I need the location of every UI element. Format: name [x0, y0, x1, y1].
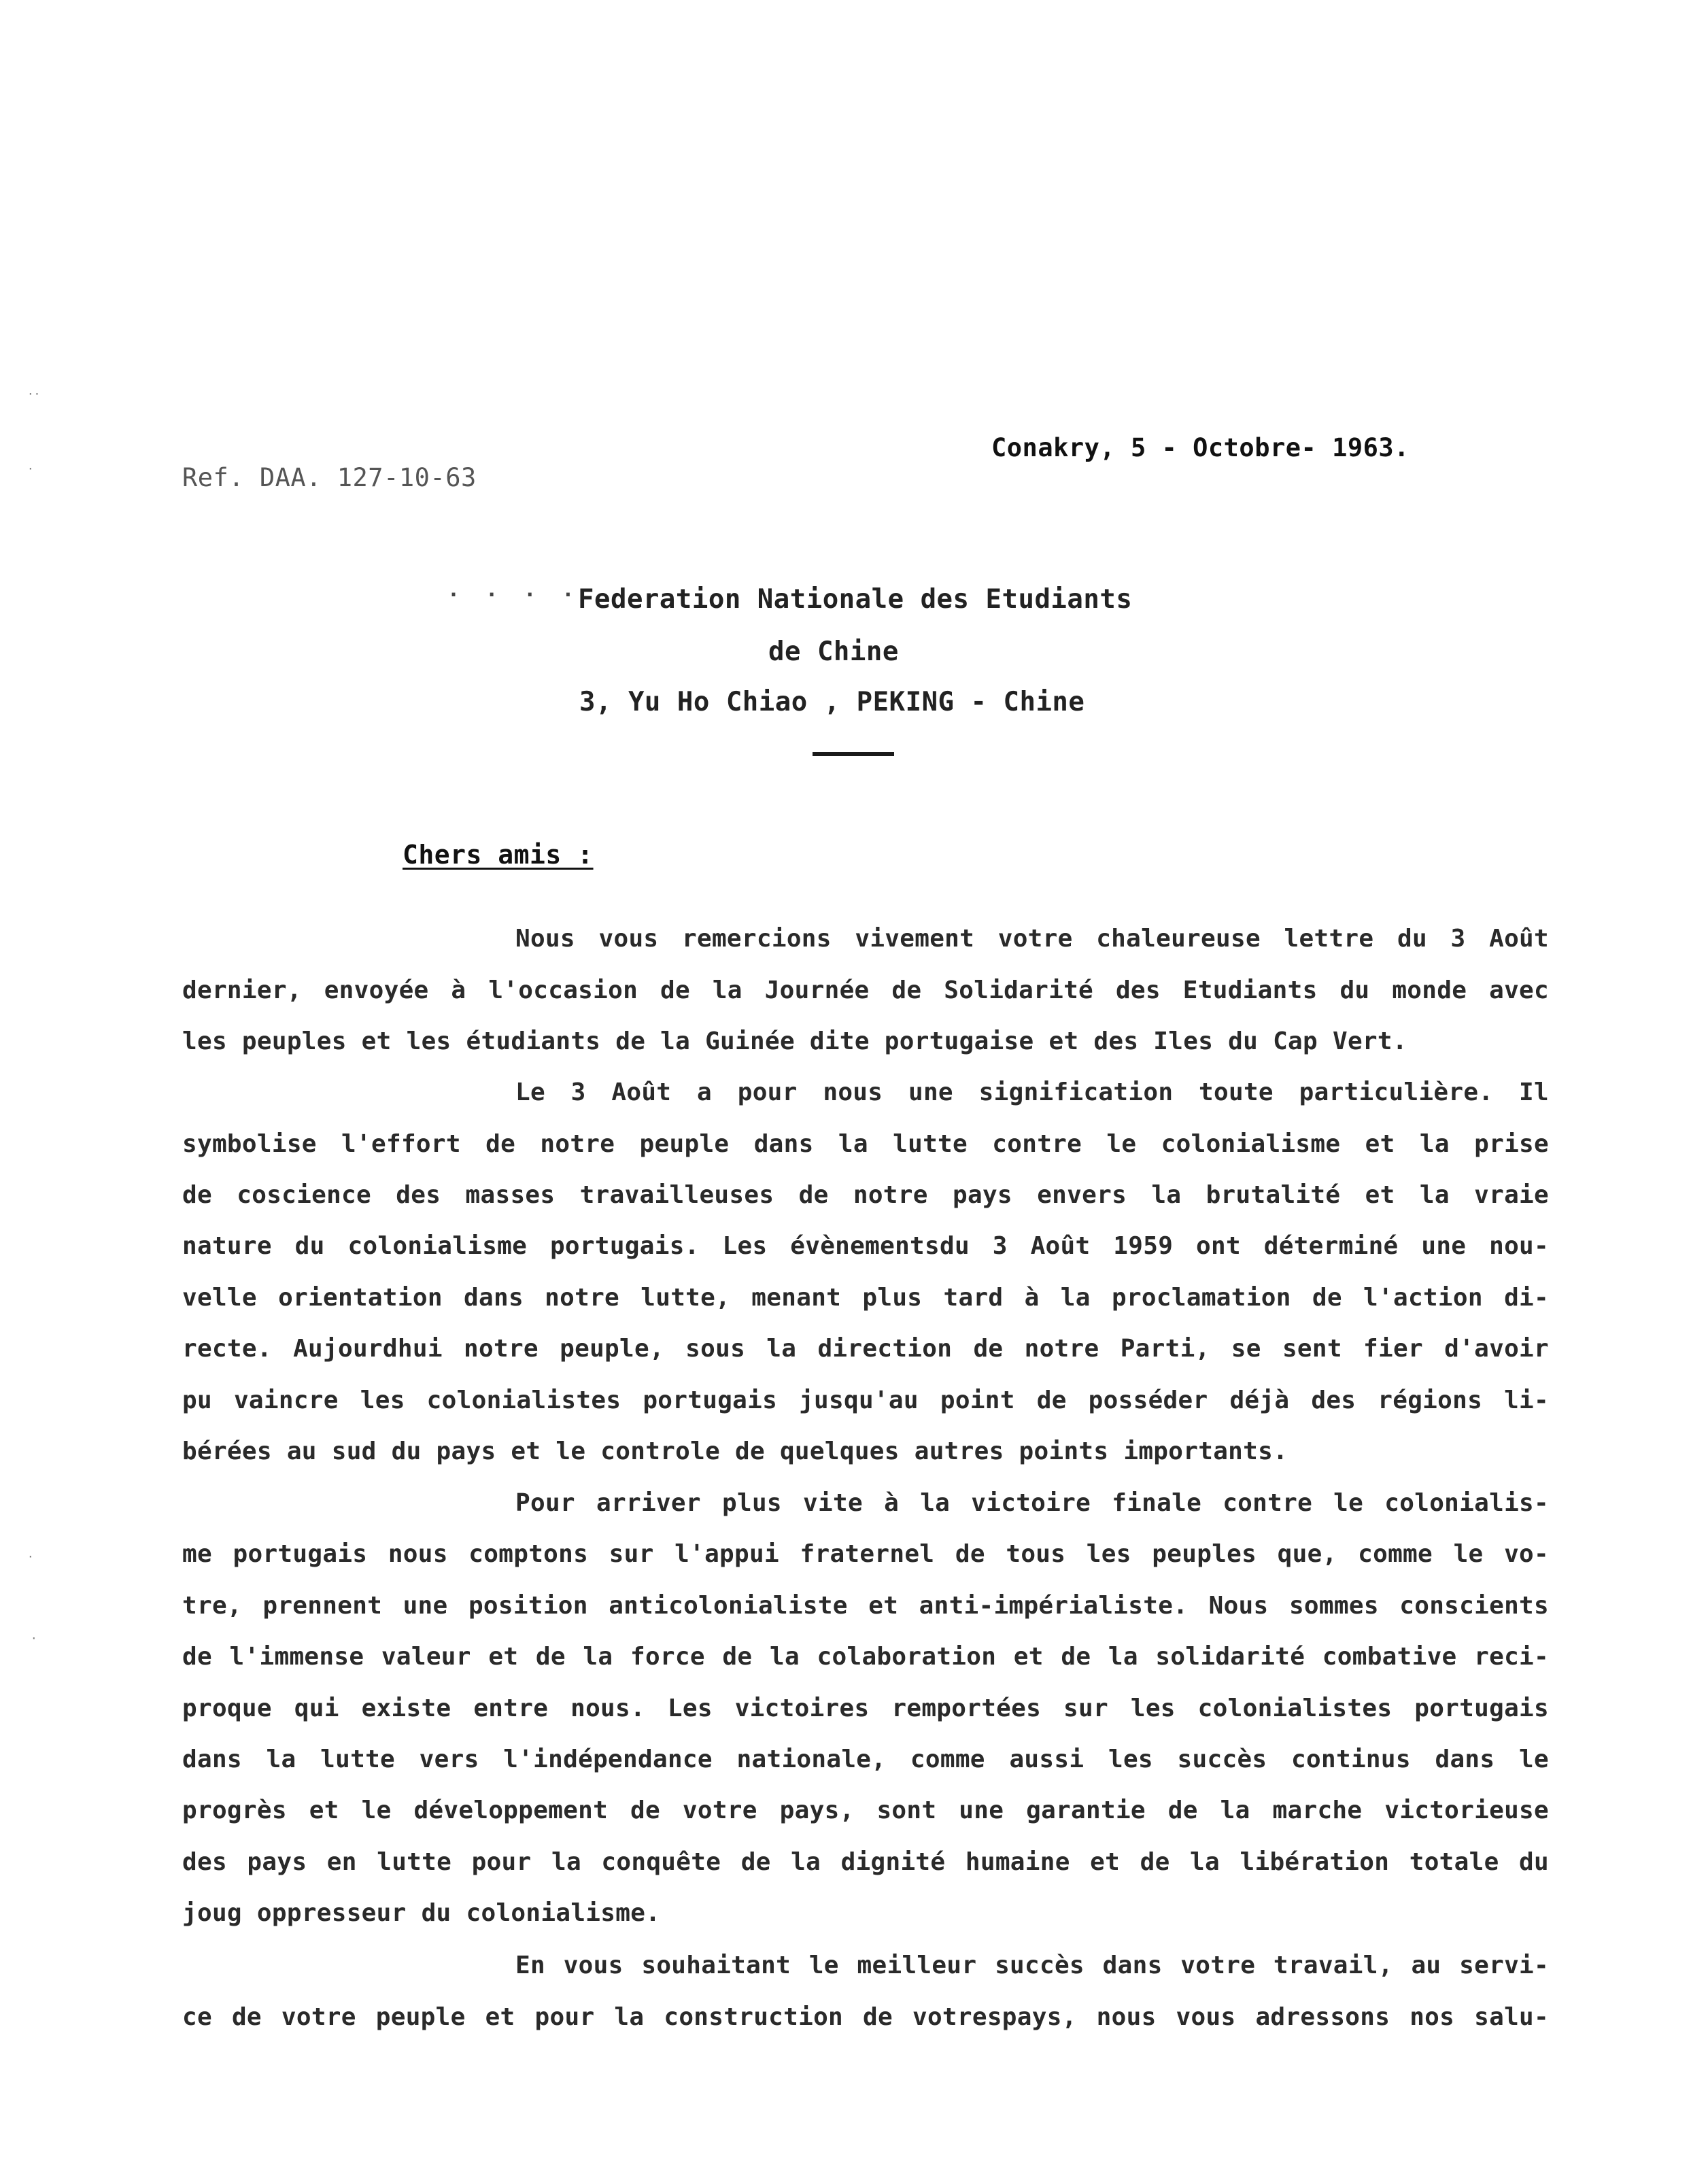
body-line: Le 3 Août a pour nous une signification toute particulière. Il [515, 1078, 1549, 1106]
body-line: tre, prennent une position anticolonialiste et anti-impérialiste. Nous sommes conscients [182, 1592, 1549, 1620]
body-line: progrès et le développement de votre pays, sont une garantie de la marche victorieuse [182, 1796, 1549, 1824]
body-line: velle orientation dans notre lutte, menant plus tard à la proclamation de l'action di- [182, 1284, 1549, 1312]
body-line: En vous souhaitant le meilleur succès dans votre travail, au servi- [515, 1951, 1549, 1979]
body-line: dans la lutte vers l'indépendance nationale, comme aussi les succès continus dans le [182, 1745, 1549, 1773]
body-line: pu vaincre les colonialistes portugais jusqu'au point de posséder déjà des régions li- [182, 1386, 1549, 1414]
body-line: proque qui existe entre nous. Les victoires remportées sur les colonialistes portugais [182, 1694, 1549, 1722]
scan-mark: ·· [27, 388, 41, 400]
decorative-dots: · · · · [447, 583, 581, 607]
body-line: ce de votre peuple et pour la construction de votrespays, nous vous adressons nos salu- [182, 2003, 1549, 2031]
letter-date: Conakry, 5 - Octobre- 1963. [991, 433, 1410, 462]
body-line: nature du colonialisme portugais. Les évènementsdu 3 Août 1959 ont déterminé une nou- [182, 1232, 1549, 1260]
body-line: joug oppresseur du colonialisme. [182, 1899, 661, 1927]
scan-mark: · [31, 1632, 37, 1645]
body-line: recte. Aujourdhui notre peuple, sous la direction de notre Parti, se sent fier d'avoir [182, 1335, 1549, 1363]
body-line: me portugais nous comptons sur l'appui fraternel de tous les peuples que, comme le vo- [182, 1540, 1549, 1568]
reference-number: Ref. DAA. 127-10-63 [182, 463, 477, 492]
body-line: des pays en lutte pour la conquête de la dignité humaine et de la libération totale du [182, 1848, 1549, 1876]
recipient-line-3: 3, Yu Ho Chiao , PEKING - Chine [579, 687, 1085, 717]
body-line: Nous vous remercions vivement votre chaleureuse lettre du 3 Août [515, 925, 1549, 953]
body-line: Pour arriver plus vite à la victoire finale contre le colonialis- [515, 1489, 1549, 1517]
recipient-line-2: de Chine [768, 636, 899, 667]
body-line: de coscience des masses travailleuses de notre pays envers la brutalité et la vraie [182, 1181, 1549, 1209]
recipient-line-1: Federation Nationale des Etudiants [578, 584, 1133, 615]
body-line: de l'immense valeur et de la force de la colaboration et de la solidarité combative reci- [182, 1643, 1549, 1671]
address-divider [813, 752, 894, 756]
body-line: bérées au sud du pays et le controle de quelques autres points importants. [182, 1437, 1288, 1465]
body-line: symbolise l'effort de notre peuple dans la lutte contre le colonialisme et la prise [182, 1130, 1549, 1158]
salutation: Chers amis : [403, 840, 594, 870]
scan-mark: · [27, 1550, 34, 1563]
scan-mark: · [27, 462, 34, 475]
body-line: dernier, envoyée à l'occasion de la Journée de Solidarité des Etudiants du monde avec [182, 976, 1549, 1004]
body-line: les peuples et les étudiants de la Guinée dite portugaise et des Iles du Cap Vert. [182, 1027, 1407, 1055]
